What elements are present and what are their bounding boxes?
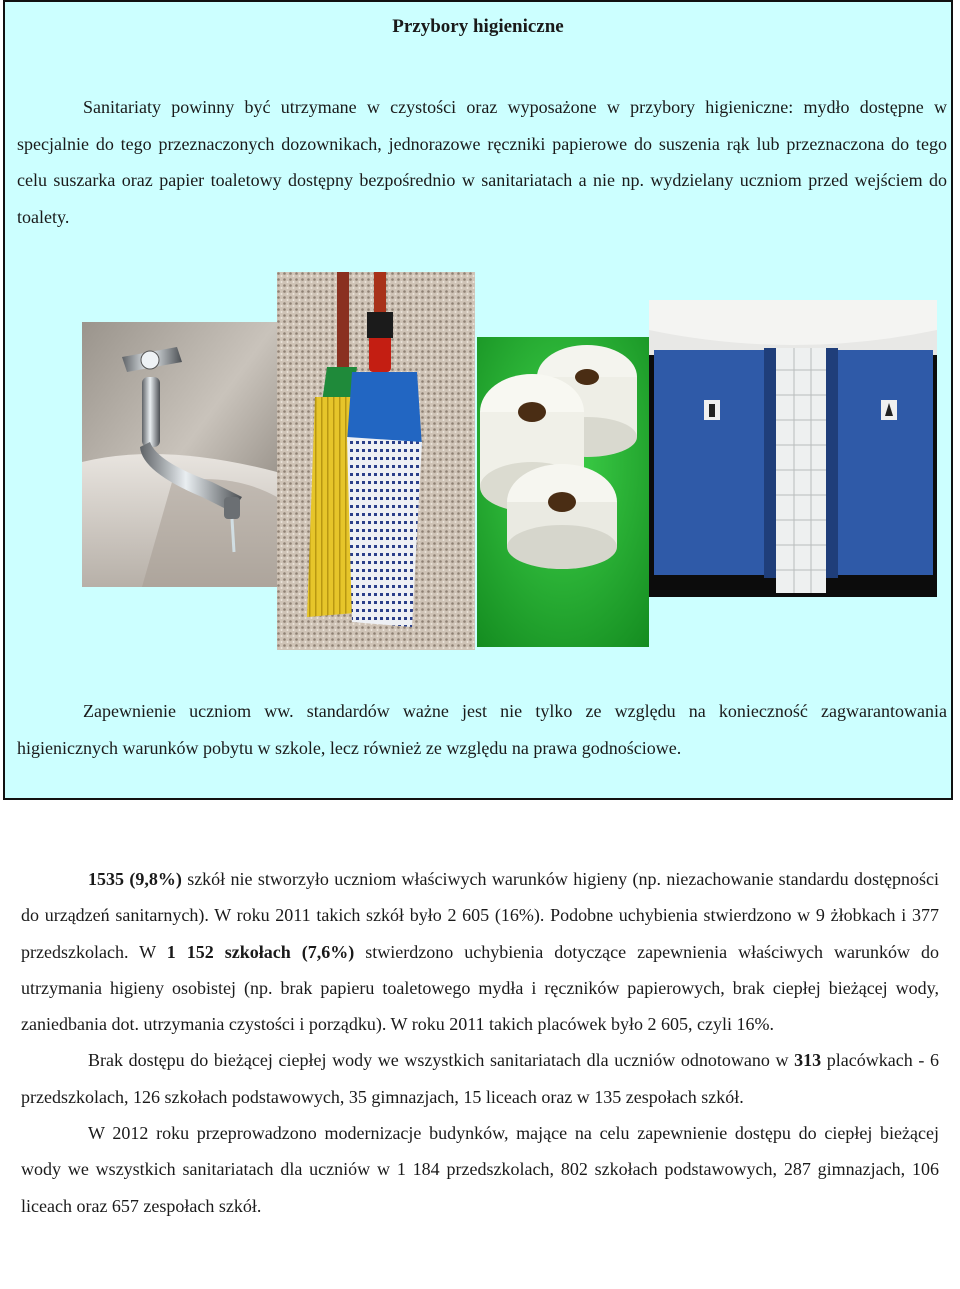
box-closing-paragraph: Zapewnienie uczniom ww. standardów ważne jest nie tylko ze względu na konieczność zagwarantowania higienicznych warunków pobytu w szkole, lecz również ze względu na prawa godnościowe.: [17, 701, 947, 758]
paragraph-schools-hygiene: 1535 (9,8%) szkół nie stworzyło uczniom właściwych warunków higieny (np. niezachowanie standardu dostępności do urządzeń sanitarnych). W roku 2011 takich szkół było 2 605 (16%). Podobne uchybienia stwierdzono w 9 żłobkach i 377 przedszkolach. W 1 152 szkołach (7,6%) stwierdzono uchybienia dotyczące zapewnienia właściwych warunków do utrzymania higieny osobistej (np. brak papieru toaletowego mydła i ręczników papierowych, brak ciepłej bieżącej wody, zaniedbania dot. utrzymania czystości i porządku). W roku 2011 takich placówek było 2 605, czyli 16%.: [21, 869, 940, 1035]
bold-stat: 313: [794, 1050, 822, 1071]
info-box: [3, 0, 953, 800]
box-title: Przybory higieniczne: [392, 16, 564, 37]
toilet-paper-photo: [477, 337, 649, 647]
paragraph-modernization: W 2012 roku przeprowadzono modernizacje budynków, mające na celu zapewnienie dostępu do ciepłej bieżącej wody we wszystkich sanitariatach dla uczniów w 1 184 przedszkolach, 802 szkołach podstawowych, 287 gimnazjach, 106 liceach oraz 657 zespołach szkół.: [21, 1123, 939, 1216]
paragraph-hot-water: Brak dostępu do bieżącej ciepłej wody we wszystkich sanitariatach dla uczniów odnotowano w 313 placówkach - 6 przedszkolach, 126 szkołach podstawowych, 35 gimnazjach, 15 liceach oraz w 135 zespołach szkół.: [21, 1050, 939, 1107]
body-text: [21, 861, 939, 1224]
bold-stat: 1535 (9,8%): [88, 869, 182, 889]
bold-stat: 1 152 szkołach (7,6%): [166, 941, 355, 962]
box-intro-paragraph: Sanitariaty powinny być utrzymane w czystości oraz wyposażone w przybory higieniczne: mydło dostępne w specjalnie do tego przeznaczonych dozownikach, jednorazowe ręczniki papierowe do suszenia rąk lub przeznaczona do tego celu suszarka oraz papier toaletowy dostępny bezpośrednio w sanitariatach a nie np. wydzielany uczniom przed wejściem do toalety.: [17, 97, 947, 227]
mops-photo: [277, 272, 475, 650]
restroom-doors-photo: [649, 300, 937, 597]
faucet-photo: [82, 322, 277, 587]
